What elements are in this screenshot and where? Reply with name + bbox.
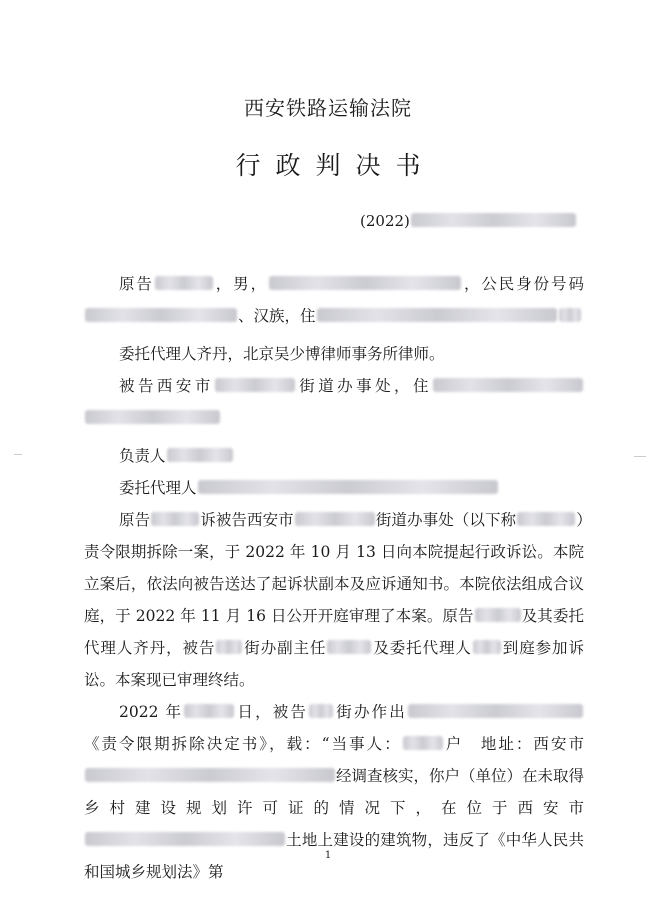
text-segment: 街办副主任 [243,639,327,657]
case-number-prefix: (2022) [360,212,410,230]
redaction [408,704,583,718]
case-number [360,212,577,230]
text-segment: ）责令限期拆除一案，于 2022 年 10 月 13 日向本院提起行政诉讼。本院立案后，依法向被告送达了起诉状副本及应诉通知书。本院依法组成合议庭，于 2022 年 11 月 16 日公开开庭审理了本案。原告 [84,511,584,625]
redaction [473,640,501,654]
redaction [85,768,335,782]
redaction [403,736,443,750]
text-segment: 2022 年 [119,703,184,721]
redaction [85,410,220,424]
text-segment: 原告 [119,511,151,529]
text-segment: 委托代理人齐丹，北京吴少博律师事务所律师。 [119,345,445,363]
text-segment: 及其委托代理人齐丹，被告 [84,607,584,657]
scan-mark [14,454,22,455]
redaction [309,704,333,718]
scan-mark [634,456,646,457]
judgment-body [84,268,584,888]
text-segment: 街道办事处，住 [295,377,432,395]
text-segment: 原告 [119,275,154,293]
text-segment: 土地上建设的建筑物，违反了《中华人民共和国城乡规划法》第 [84,831,584,881]
paragraph-head [84,440,584,472]
redaction [151,512,199,526]
redaction [216,640,242,654]
text-segment: 及委托代理人 [372,639,472,657]
redaction [269,276,461,290]
paragraph-defendant [84,370,584,434]
paragraph-plaintiff [84,268,584,332]
paragraph-agent [84,338,584,370]
redaction [85,308,237,322]
redaction [433,378,583,392]
redaction [295,512,375,526]
redaction [317,308,557,322]
redaction [327,640,371,654]
paragraph-defendant-agent [84,472,584,504]
text-segment: 到庭参加诉讼。本案现已审理终结。 [84,639,584,689]
page-number: 1 [324,850,332,861]
redaction [517,512,575,526]
redaction [215,378,295,392]
redaction [411,213,576,227]
redaction [559,308,581,322]
court-name: 西安铁路运输法院 [244,96,412,120]
text-segment: 街办作出 [334,703,407,721]
text-segment: 、汉族，住 [238,307,316,325]
redaction [198,480,498,494]
redaction [155,276,213,290]
paragraph-case-intro [84,504,584,696]
text-segment: ，男， [213,275,269,293]
redaction [167,448,233,462]
text-segment: 经调查核实，你户（单位）在未取得乡村建设规划许可证的情况下，在位于西安市 [84,767,585,817]
text-segment: 《责令限期拆除决定书》，载：“当事人： [84,735,402,753]
text-segment: 户 地址：西安市 [443,735,584,753]
redaction [184,704,234,718]
text-segment: 日，被告 [235,703,309,721]
text-segment: 负责人 [119,447,166,465]
text-segment: 委托代理人 [119,479,197,497]
text-segment: 被告西安市 [119,377,214,395]
text-segment: ，公民身份号码 [462,275,584,293]
text-segment: 街道办事处（以下称 [375,511,517,529]
redaction [85,832,285,846]
document-title: 行政判决书 [235,151,436,180]
redaction [475,608,521,622]
text-segment: 诉被告西安市 [200,511,294,529]
